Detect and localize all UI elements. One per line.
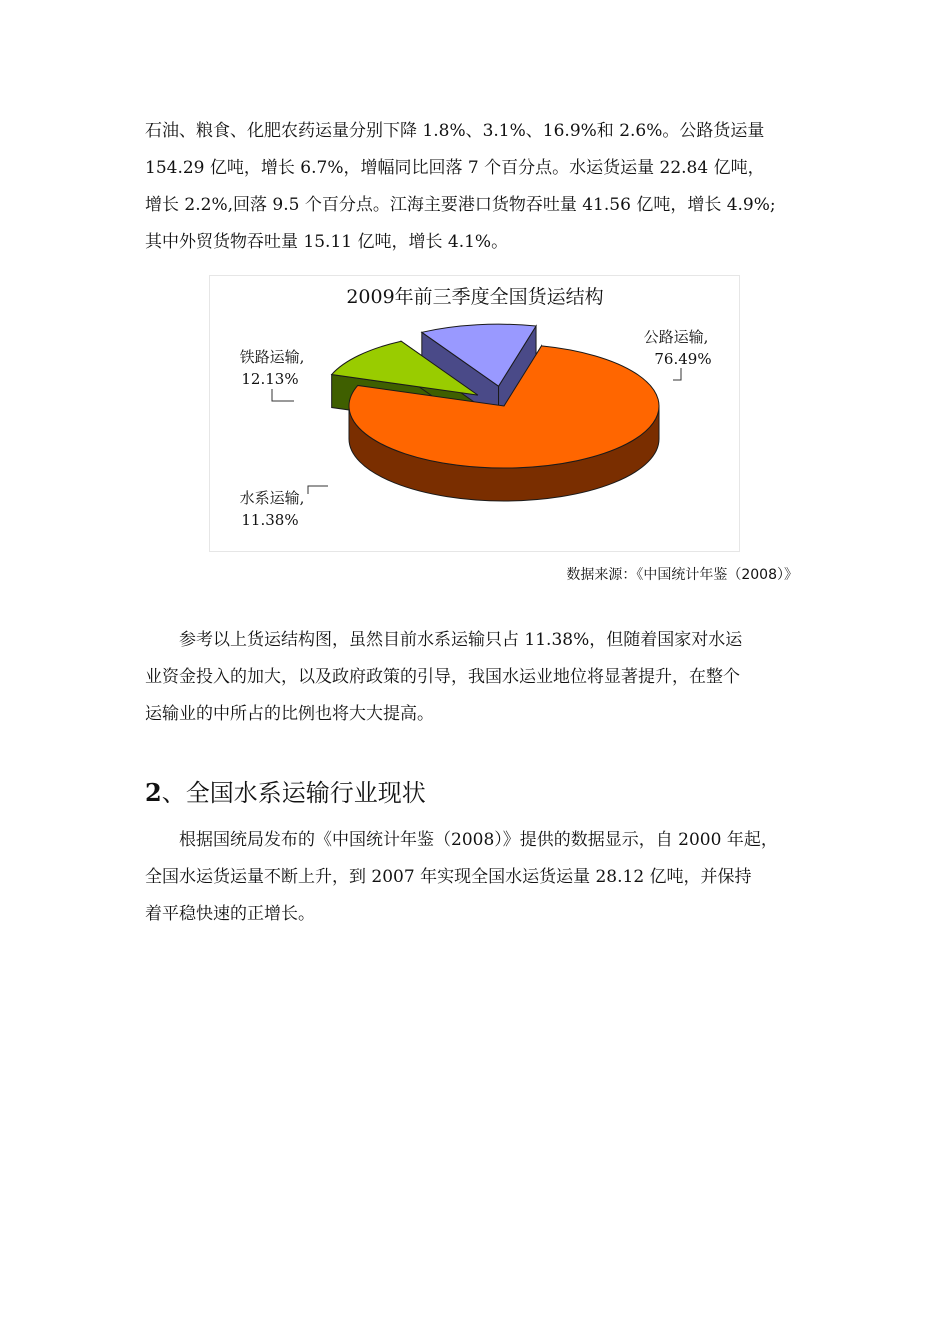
paragraph-analysis <box>145 622 810 733</box>
text-line: 154.29 亿吨，增长 6.7%，增幅同比回落 7 个百分点。水运货运量 22.84 亿吨， <box>145 158 765 178</box>
paragraph-freight-stats <box>145 113 810 261</box>
freight-structure-chart <box>209 275 740 552</box>
slice-label-water: 水系运输, <box>239 489 305 507</box>
slice-label-rail: 铁路运输, <box>239 348 305 366</box>
slice-name-water: 水系运输 <box>239 489 300 507</box>
slice-pct-road: 76.49% <box>654 350 712 368</box>
section-title: 、全国水系运输行业现状 <box>161 779 426 807</box>
slice-name-road: 公路运输 <box>643 328 704 346</box>
slice-label-road: 公路运输, <box>643 328 709 346</box>
text-line: 参考以上货运结构图，虽然目前水系运输只占 11.38%，但随着国家对水运 <box>179 630 743 650</box>
leader-line-road <box>673 368 681 380</box>
pie-chart-svg <box>210 276 741 553</box>
text-line: 增长 2.2%,回落 9.5 个百分点。江海主要港口货物吞吐量 41.56 亿吨，增长 4.9%; <box>145 195 776 215</box>
text-line: 着平稳快速的正增长。 <box>145 904 315 924</box>
leader-line-water <box>308 486 328 494</box>
slice-name-rail: 铁路运输 <box>239 348 300 366</box>
section-heading <box>145 773 426 808</box>
paragraph-water-transport <box>145 822 810 933</box>
text-line: 全国水运货运量不断上升，到 2007 年实现全国水运货运量 28.12 亿吨，并保持 <box>145 867 752 887</box>
slice-pct-rail: 12.13% <box>241 370 299 388</box>
text-line: 根据国统局发布的《中国统计年鉴（2008）》提供的数据显示，自 2000 年起， <box>179 830 778 850</box>
section-number: 2 <box>145 778 162 807</box>
text-line: 运输业的中所占的比例也将大大提高。 <box>145 704 434 724</box>
data-source-note: 数据来源：《中国统计年鉴（2008）》 <box>566 567 798 583</box>
text-line: 业资金投入的加大，以及政府政策的引导，我国水运业地位将显著提升，在整个 <box>145 667 740 687</box>
chart-title: 2009年前三季度全国货运结构 <box>346 286 604 308</box>
slice-pct-water: 11.38% <box>241 511 299 529</box>
text-line: 石油、粮食、化肥农药运量分别下降 1.8%、3.1%、16.9%和 2.6%。公路货运量 <box>145 121 765 141</box>
text-line: 其中外贸货物吞吐量 15.11 亿吨，增长 4.1%。 <box>145 232 509 252</box>
leader-line-rail <box>272 389 294 401</box>
